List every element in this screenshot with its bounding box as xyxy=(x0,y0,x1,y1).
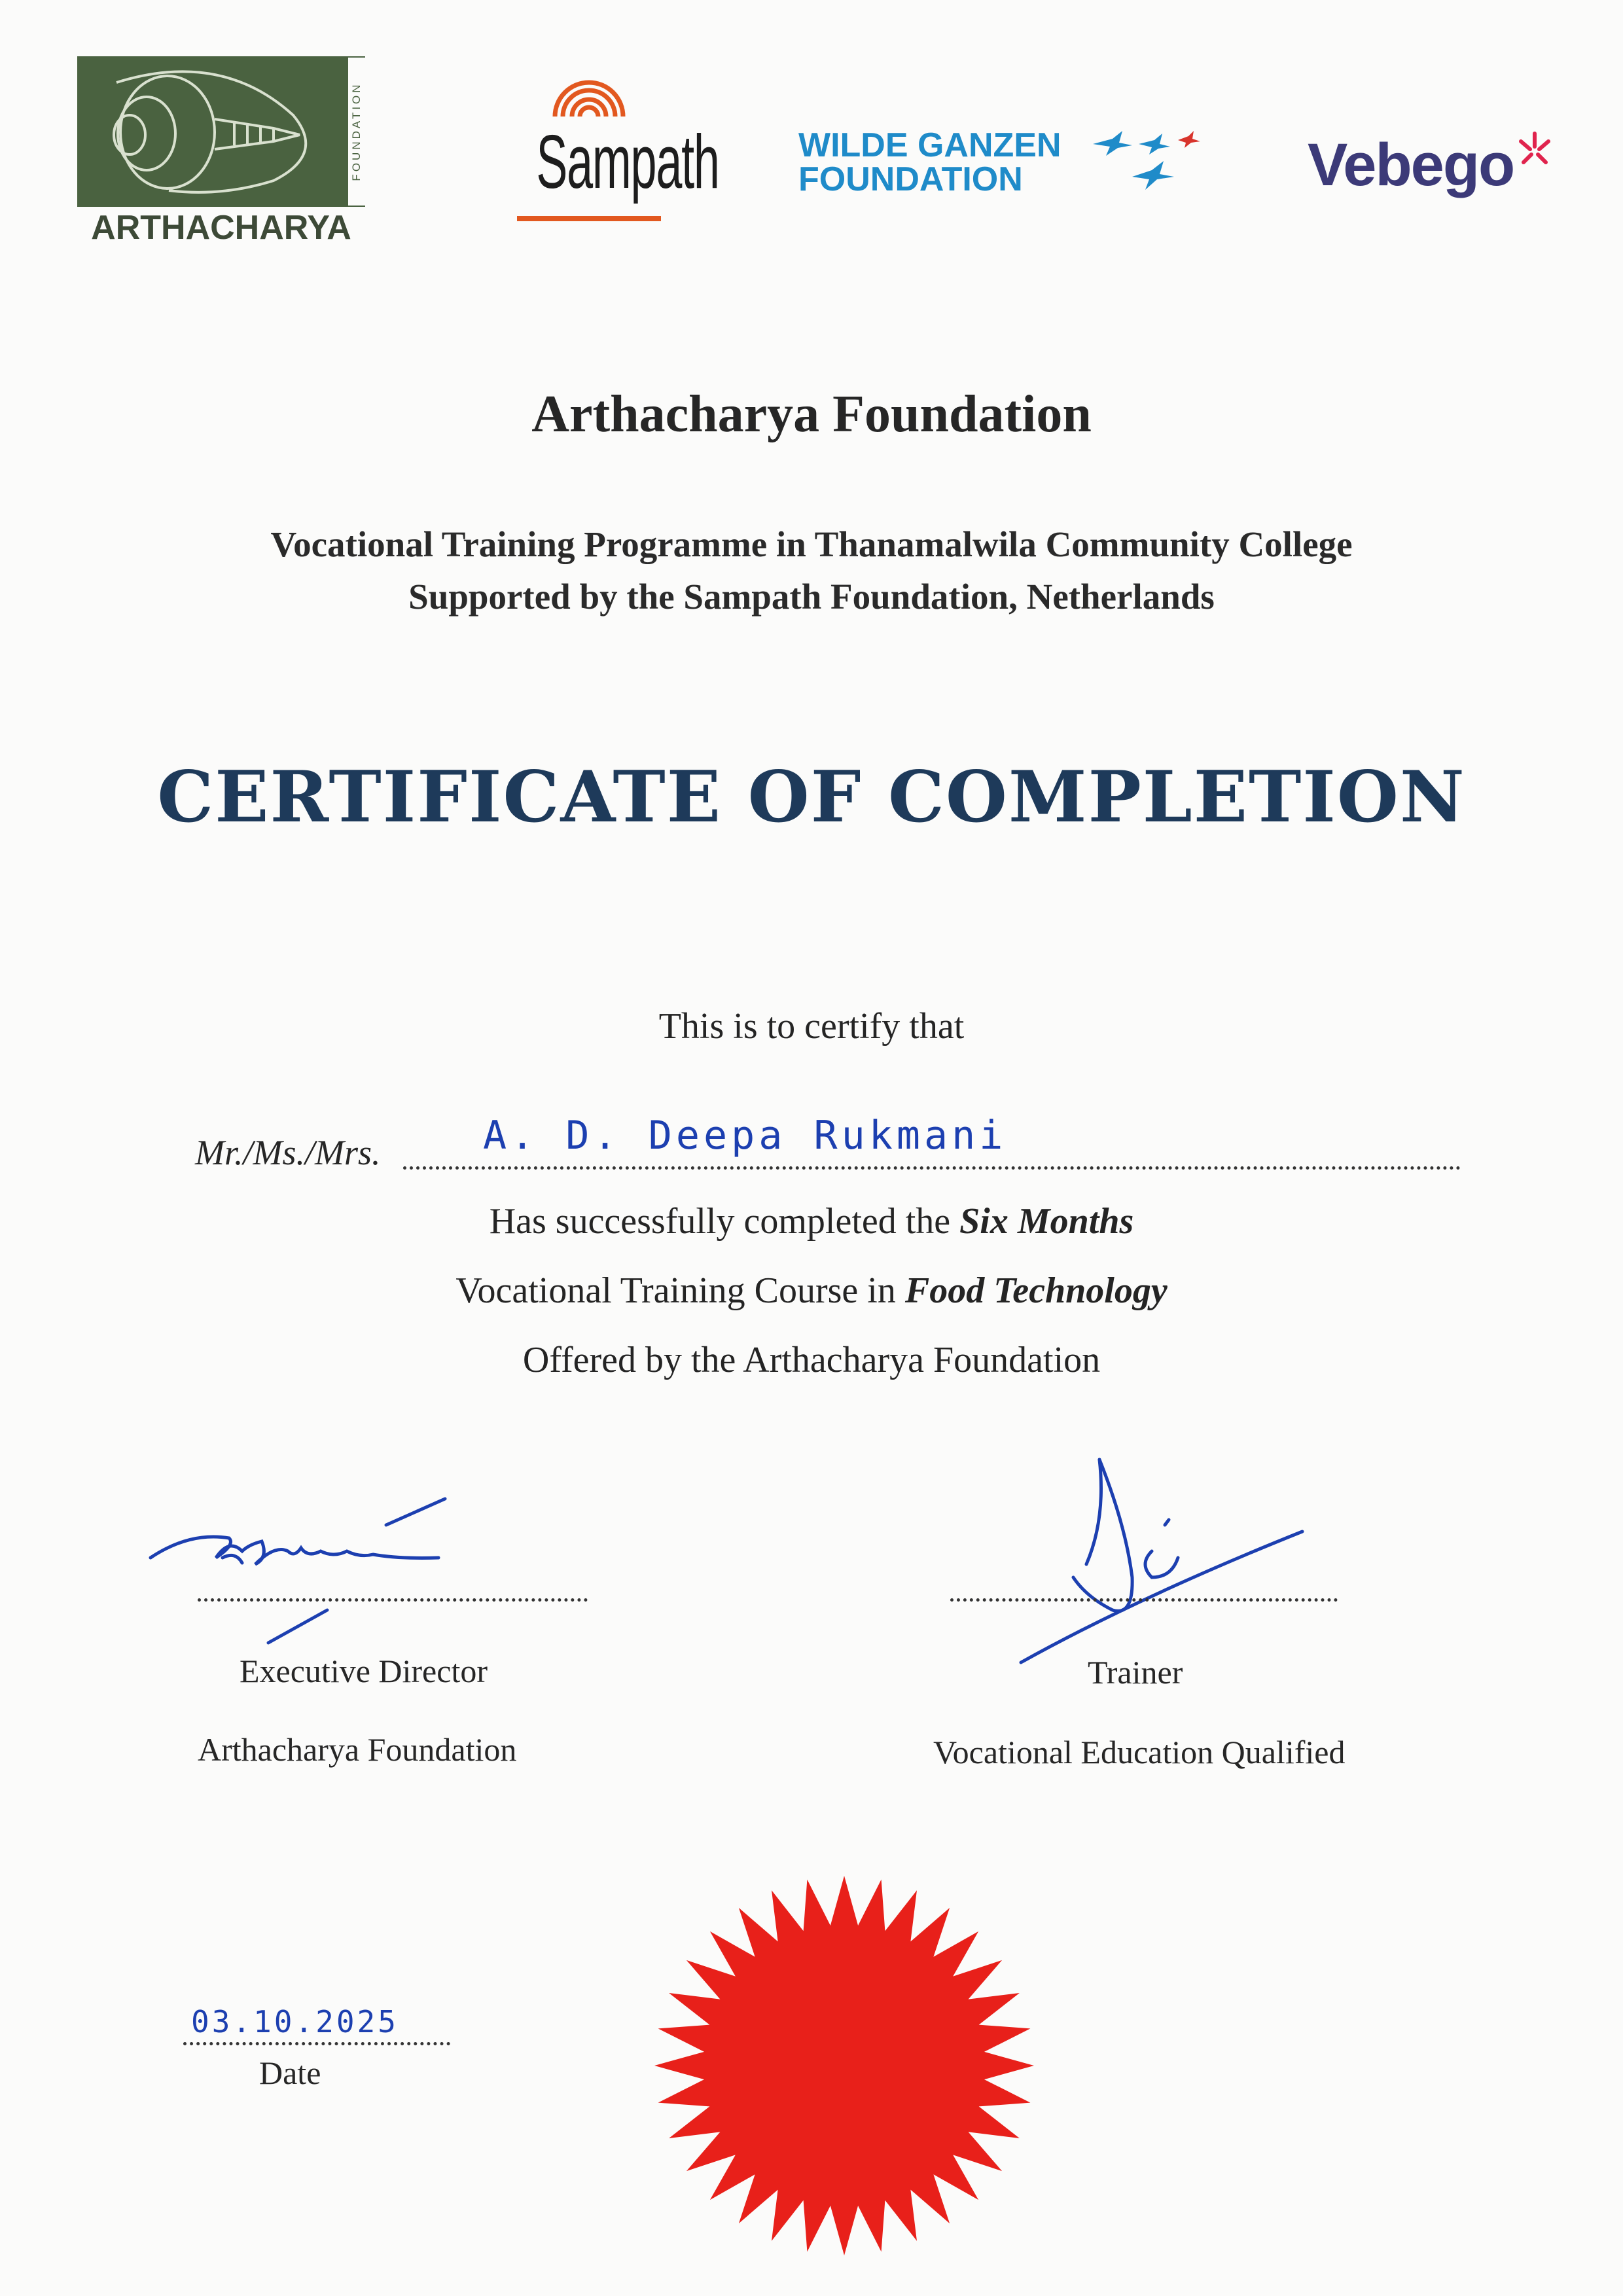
organization-title: Arthacharya Foundation xyxy=(531,386,1092,443)
trainer-role: Trainer xyxy=(1088,1654,1183,1691)
flying-geese-icon xyxy=(1086,124,1217,196)
executive-director-role: Executive Director xyxy=(240,1653,488,1689)
wilde-ganzen-logo xyxy=(798,124,1217,203)
offered-by-line: Offered by the Arthacharya Foundation xyxy=(522,1340,1101,1380)
course-text: Vocational Training Course in xyxy=(455,1270,905,1311)
vebego-logo xyxy=(1308,128,1582,200)
date-dotted-line xyxy=(183,2042,450,2045)
issue-date: 03.10.2025 xyxy=(191,2004,399,2039)
wilde-ganzen-line1: WILDE GANZEN xyxy=(798,126,1061,164)
radiating-arcs-icon xyxy=(550,65,628,118)
date-label: Date xyxy=(259,2054,321,2091)
arthacharya-logo-text: ARTHACHARYA xyxy=(91,209,351,247)
name-prefix: Mr./Ms./Mrs. xyxy=(195,1133,381,1172)
trainer-signature-line xyxy=(950,1598,1338,1602)
recipient-name: A. D. Deepa Rukmani xyxy=(483,1113,1007,1158)
certificate-title: CERTIFICATE OF COMPLETION xyxy=(157,756,1466,838)
sampath-logo xyxy=(504,65,719,229)
arthacharya-logo xyxy=(77,56,366,247)
course-line xyxy=(0,1270,1623,1312)
completion-line xyxy=(0,1200,1623,1242)
executive-director-organization: Arthacharya Foundation xyxy=(198,1731,517,1768)
sampath-underline xyxy=(517,216,661,221)
conch-shell-icon xyxy=(77,56,365,207)
name-dotted-line xyxy=(403,1166,1461,1170)
certify-text: This is to certify that xyxy=(658,1006,965,1047)
sparkle-icon xyxy=(1512,128,1558,174)
trainer-qualification: Vocational Education Qualified xyxy=(933,1734,1346,1770)
executive-director-signature-line xyxy=(198,1598,588,1602)
executive-director-signature xyxy=(137,1486,504,1662)
vebego-logo-text: Vebego xyxy=(1308,132,1514,198)
logo-vertical-text: FOUNDATION xyxy=(350,82,363,181)
sampath-logo-text: Sampath xyxy=(536,119,719,204)
course-name: Food Technology xyxy=(904,1270,1168,1311)
wilde-ganzen-line2: FOUNDATION xyxy=(798,160,1023,198)
supporter-subtitle: Supported by the Sampath Foundation, Netherlands xyxy=(408,577,1215,617)
trainer-signature xyxy=(1008,1446,1322,1669)
programme-subtitle: Vocational Training Programme in Thanamalwila Community College xyxy=(270,524,1353,564)
red-seal-icon xyxy=(652,1873,1037,2258)
course-duration: Six Months xyxy=(959,1201,1134,1242)
recipient-name-row xyxy=(195,1113,1461,1172)
completion-text: Has successfully completed the xyxy=(489,1201,960,1242)
